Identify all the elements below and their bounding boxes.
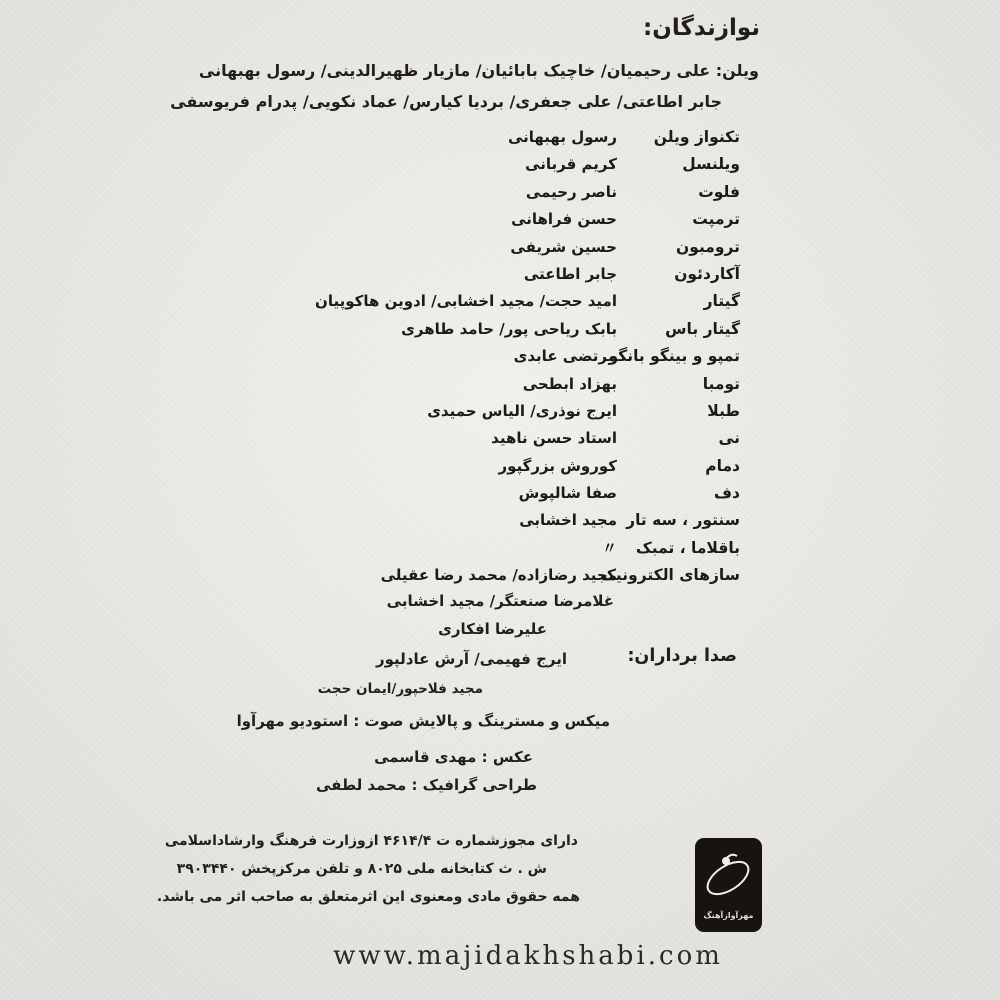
credit-row [260,288,740,315]
record-label-logo [695,838,762,932]
credit-label: گیتار [703,292,740,311]
credit-row [260,453,740,480]
graphic-design-credit: طراحی گرافیک : محمد لطفی [315,776,537,794]
credit-value: ایرج نوذری/ الیاس حمیدی [427,401,617,420]
sound-engineers-label: صدا برداران: [627,646,737,666]
sound-engineers-line-1: ایرج فهیمی/ آرش عادلپور [376,650,567,668]
credit-label: سازهای الکترونیک [600,566,740,585]
credit-row [260,371,740,398]
mix-mastering-credit: میکس و مسترینگ و پالایش صوت : استودیو مهرآوا [236,712,610,730]
credit-row [260,124,740,151]
credit-row [260,179,740,206]
credit-label: آکاردئون [674,264,740,283]
electronic-credit-extra-1: غلامرضا صنعتگر/ مجید اخشابی [386,592,614,610]
credit-value: حسن فراهانی [511,210,617,229]
electronic-credit-extra-2: علیرضا افکاری [438,620,547,638]
credit-row [260,261,740,288]
credit-label: نی [718,429,740,448]
credit-value: رسول بهبهانی [507,128,617,146]
credit-label: ویلنسل [682,155,740,174]
credit-value: امید حجت/ مجید اخشابی/ ادوین هاکوپیان [315,292,617,311]
credit-label: گیتار باس [665,319,740,338]
credit-row [260,316,740,343]
credit-value: مجید اخشابی [519,511,617,530]
credit-label: تومبا [702,374,740,393]
credit-row [260,151,740,178]
credit-row [260,425,740,452]
credit-row [260,234,740,261]
credit-value: ناصر رحیمی [525,182,617,201]
credit-value: استاد حسن ناهید [491,429,617,448]
credit-label: دمام [705,456,740,475]
violin-credit-line-2: جابر اطاعتی/ علی جعفری/ بردیا کیارس/ عماد نکویی/ پدرام فریوسفی [170,92,722,111]
license-line-1: دارای مجوزشماره ت ۴۶۱۴/۴ ازوزارت فرهنگ وارشاداسلامی [164,833,578,849]
credit-label: طبلا [707,401,740,420]
credit-row [260,480,740,507]
violin-credit-line-1: ویلن: علی رحیمیان/ خاچیک بابائیان/ مازیار ظهیرالدینی/ رسول بهبهانی [198,61,759,80]
credit-row [260,343,740,370]
page-title: نوازندگان: [643,15,760,41]
credit-label: باقلاما ، تمبک [635,538,740,557]
credit-label: تمپو و بینگو بانگو [608,347,740,366]
credit-value: جابر اطاعتی [523,264,617,283]
sound-engineers-line-2: مجید فلاحپور/ایمان حجت [317,681,483,697]
credit-label: دف [714,484,740,503]
credit-row [260,562,740,589]
credit-row [260,507,740,534]
credit-value: مجید رضازاده/ محمد رضا عقیلی [380,566,617,585]
credit-label: فلوت [698,182,740,201]
credit-value: کوروش بزرگپور [498,456,617,475]
photography-credit: عکس : مهدی قاسمی [374,748,533,766]
credit-value: بابک ریاحی پور/ حامد طاهری [401,319,617,338]
credit-label: ترمپت [692,210,740,229]
credit-value: کریم قربانی [525,155,617,174]
license-line-3: همه حقوق مادی ومعنوی این اثرمتعلق به صاحب اثر می باشد. [156,889,580,905]
logo-text: مهرآوازآهنگ [703,911,754,920]
license-line-2: ش . ث کتابخانه ملی ۸۰۲۵ و تلفن مرکزپخش ۳۹۰۳۴۴۰ [176,861,547,877]
credit-value: حسین شریفی [510,237,617,256]
credit-value: صفا شالپوش [518,484,617,503]
credit-row [260,535,740,562]
credit-row [260,398,740,425]
ditto-mark: 〃 [601,538,617,557]
credit-label: سنتور ، سه تار [626,511,740,530]
credit-value: بهزاد ابطحی [522,374,617,393]
credit-label: ترومبون [676,237,740,256]
website-url: www.majidakhshabi.com [333,941,723,971]
credit-value: مرتضی عابدی [513,347,617,366]
credit-label: تکنواز ویلن [653,128,740,146]
credit-row [260,206,740,233]
credits-table [260,124,740,590]
